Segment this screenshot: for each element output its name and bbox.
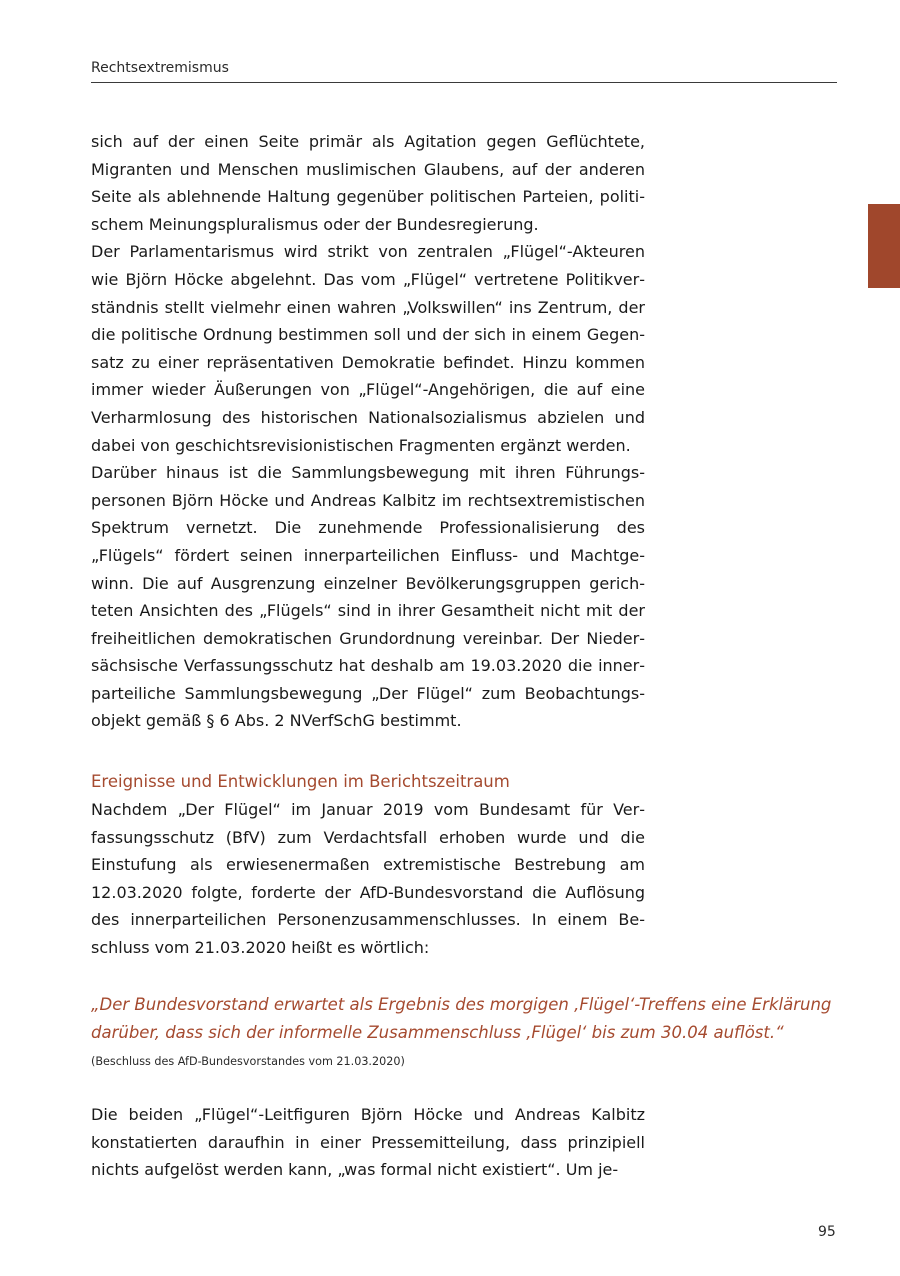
header-title: Rechtsextremismus (91, 60, 229, 76)
body-paragraph: Der Parlamentarismus wird strikt von zentralen „Flügel“-Akteuren wie Björn Höcke abgelehnt. Das vom „Flügel“ vertretene Politikverständnis stellt vielmehr einen wahren „Volkswillen“ ins Zentrum, der die politische Ordnung bestimmen soll und der sich in einem Gegensatz zu einer repräsentativen Demokratie befindet. Hinzu kommen immer wieder Äußerungen von „Flügel“-Angehörigen, die auf eine Verharmlosung des historischen Nationalsozialismus abzielen und dabei von geschichtsrevisionistischen Fragmenten ergänzt werden. (91, 242, 645, 455)
body-text-top (91, 128, 645, 735)
body-text-closing (91, 1101, 645, 1184)
quote-line: „Der Bundesvorstand erwartet als Ergebnis des morgigen ‚Flügel‘-Treffens eine Erklärung (91, 995, 832, 1014)
body-paragraph: Darüber hinaus ist die Sammlungsbewegung mit ihren Führungspersonen Björn Höcke und Andreas Kalbitz im rechtsextremistischen Spektrum vernetzt. Die zunehmende Professionalisierung des „Flügels“ fördert seinen innerparteilichen Einfluss- und Machtgewinn. Die auf Ausgrenzung einzelner Bevölkerungsgruppen gerichteten Ansichten des „Flügels“ sind in ihrer Gesamtheit nicht mit der freiheitlichen demokratischen Grundordnung vereinbar. Der Niedersächsische Verfassungsschutz hat deshalb am 19.03.2020 die innerparteiliche Sammlungsbewegung „Der Flügel“ zum Beobachtungsobjekt gemäß § 6 Abs. 2 NVerfSchG bestimmt. (91, 463, 645, 731)
quote-source: (Beschluss des AfD-Bundesvorstandes vom 21.03.2020) (91, 1055, 405, 1068)
body-paragraph: Nachdem „Der Flügel“ im Januar 2019 vom Bundesamt für Verfassungsschutz (BfV) zum Verdachtsfall erhoben wurde und die Einstufung als erwiesenermaßen extremistische Bestrebung am 12.03.2020 folgte, forderte der AfD-Bundesvorstand die Auflösung des innerparteilichen Personenzusammenschlusses. In einem Beschluss vom 21.03.2020 heißt es wörtlich: (91, 800, 645, 957)
section-heading: Ereignisse und Entwicklungen im Berichtszeitraum (91, 772, 510, 791)
body-text-section (91, 796, 645, 962)
body-paragraph: sich auf der einen Seite primär als Agitation gegen Geflüchtete, Migranten und Menschen muslimischen Glaubens, auf der anderen Seite als ablehnende Haltung gegenüber politischen Parteien, politischem Meinungspluralismus oder der Bundesregierung. (91, 132, 645, 234)
page-number: 95 (818, 1224, 836, 1240)
chapter-side-tab (868, 204, 900, 288)
block-quote (91, 991, 839, 1046)
body-paragraph: Die beiden „Flügel“-Leitfiguren Björn Höcke und Andreas Kalbitz konstatierten daraufhin in einer Pressemitteilung, dass prinzipiell nichts aufgelöst werden kann, „was formal nicht existiert“. Um je- (91, 1105, 645, 1180)
quote-line: darüber, dass sich der informelle Zusammenschluss ‚Flügel‘ bis zum 30.04 auflöst.“ (91, 1022, 784, 1042)
page-header (91, 58, 837, 83)
